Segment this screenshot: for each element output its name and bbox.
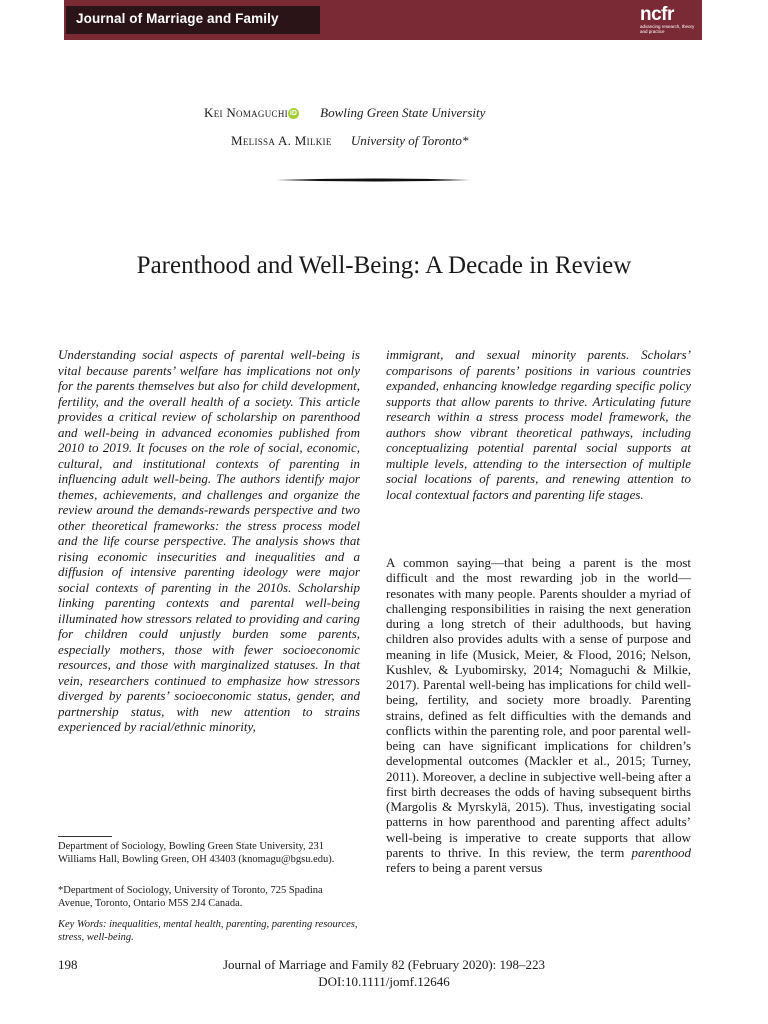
footnote-divider (58, 836, 112, 837)
term-parenthood: parenthood (631, 844, 691, 860)
publisher-logo-text: ncfr (640, 4, 674, 25)
orcid-icon[interactable]: iD (289, 110, 297, 117)
citation-line: Journal of Marriage and Family 82 (February 2020): 198–223 (222, 957, 546, 972)
body-text-part: A common saying—that being a parent is the most difficult and the most rewarding job in the world—resonates with many people. Parents shoulder a myriad of challenging responsibilities in raising the next generation during a long stretch of their adulthoods, but having children also provides adults with a sense of purpose and meaning in life (Musick, Meier, & Flood, 2016; Nelson, Kushlev, & Lyubomirsky, 2014; Nomaguchi & Milkie, 2017). Parental well-being has implications for child well-being, fertility, and society more broadly. Parenting strains, defined as felt difficulties with the demands and conflicts within the parenting role, and poor parental well-being can have significant implications for children’s developmental outcomes (Mackler et al., 2015; Turney, 2011). Moreover, a decline in subjective well-being after a first birth decreases the odds of having subsequent births (Margolis & Myrskylä, 2015). Thus, investigating social patterns in how parenthood and parenting affect adults’ well-being is imperative to create supports that allow parents to thrive. In this review, the term (386, 555, 691, 860)
publisher-logo (640, 6, 698, 36)
footnote-affiliation-2: *Department of Sociology, University of Toronto, 725 Spadina Avenue, Toronto, Ontario M5S 2J4 Canada. (58, 885, 323, 909)
author-affiliation: Bowling Green State University (320, 105, 486, 120)
page-number: 198 (58, 957, 78, 972)
journal-citation (0, 956, 768, 990)
author-row-1 (204, 105, 485, 121)
abstract-column-2: immigrant, and sexual minority parents. Scholars’ comparisons of parents’ positions in various countries expanded, enhancing knowledge regarding specific policy supports that allow parents to thrive. Articulating future research within a stress process model framework, the authors show vibrant theoretical pathways, including conceptualizing potential parental social supports at multiple levels, attending to the intersection of multiple social locations of parents, and renewing attention to local contextual factors and parenting life stages. (386, 347, 691, 502)
journal-name: Journal of Marriage and Family (66, 6, 320, 34)
decorative-rule (276, 178, 470, 182)
key-words: Key Words: inequalities, mental health, parenting, parenting resources, stress, well-being. (58, 919, 358, 943)
author-row-2 (231, 133, 468, 149)
body-text-part: refers to being a parent versus (386, 860, 543, 875)
body-text (386, 555, 691, 875)
abstract-column-1: Understanding social aspects of parental well-being is vital because parents’ welfare has implications not only for the parents themselves but also for child development, fertility, and the overall health of a society. This article provides a critical review of scholarship on parenthood and well-being in advanced economies published from 2010 to 2019. It focuses on the role of social, economic, cultural, and institutional contexts of parenting in influencing adult well-being. The authors identify major themes, achievements, and challenges and organize the review around the demands-rewards perspective and two other theoretical frameworks: the stress process model and the life course perspective. The analysis shows that rising economic insecurities and inequalities and a diffusion of intensive parenting ideology were major social contexts of parenting in the 2010s. Scholarship linking parenting contexts and parental well-being illuminated how stressors related to providing and caring for children could unjustly burden some parents, especially mothers, those with fewer socioeconomic resources, and those with marginalized statuses. In that vein, researchers continued to emphasize how stressors diverged by parents’ socioeconomic status, gender, and partnership status, with new attention to strains experienced by racial/ethnic minority, (58, 347, 360, 734)
author-name: Melissa A. Milkie (231, 133, 332, 148)
publisher-tagline: advancing research, theory and practice (640, 24, 695, 34)
doi-link[interactable]: DOI:10.1111/jomf.12646 (318, 974, 450, 989)
footnote-affiliation-1: Department of Sociology, Bowling Green State University, 231 Williams Hall, Bowling Green, OH 43403 (knomagu@bgsu.edu). (58, 841, 335, 865)
author-name: Kei Nomaguchi (204, 105, 288, 120)
article-title: Parenthood and Well-Being: A Decade in Review (136, 252, 632, 279)
author-affiliation: University of Toronto* (350, 133, 469, 148)
